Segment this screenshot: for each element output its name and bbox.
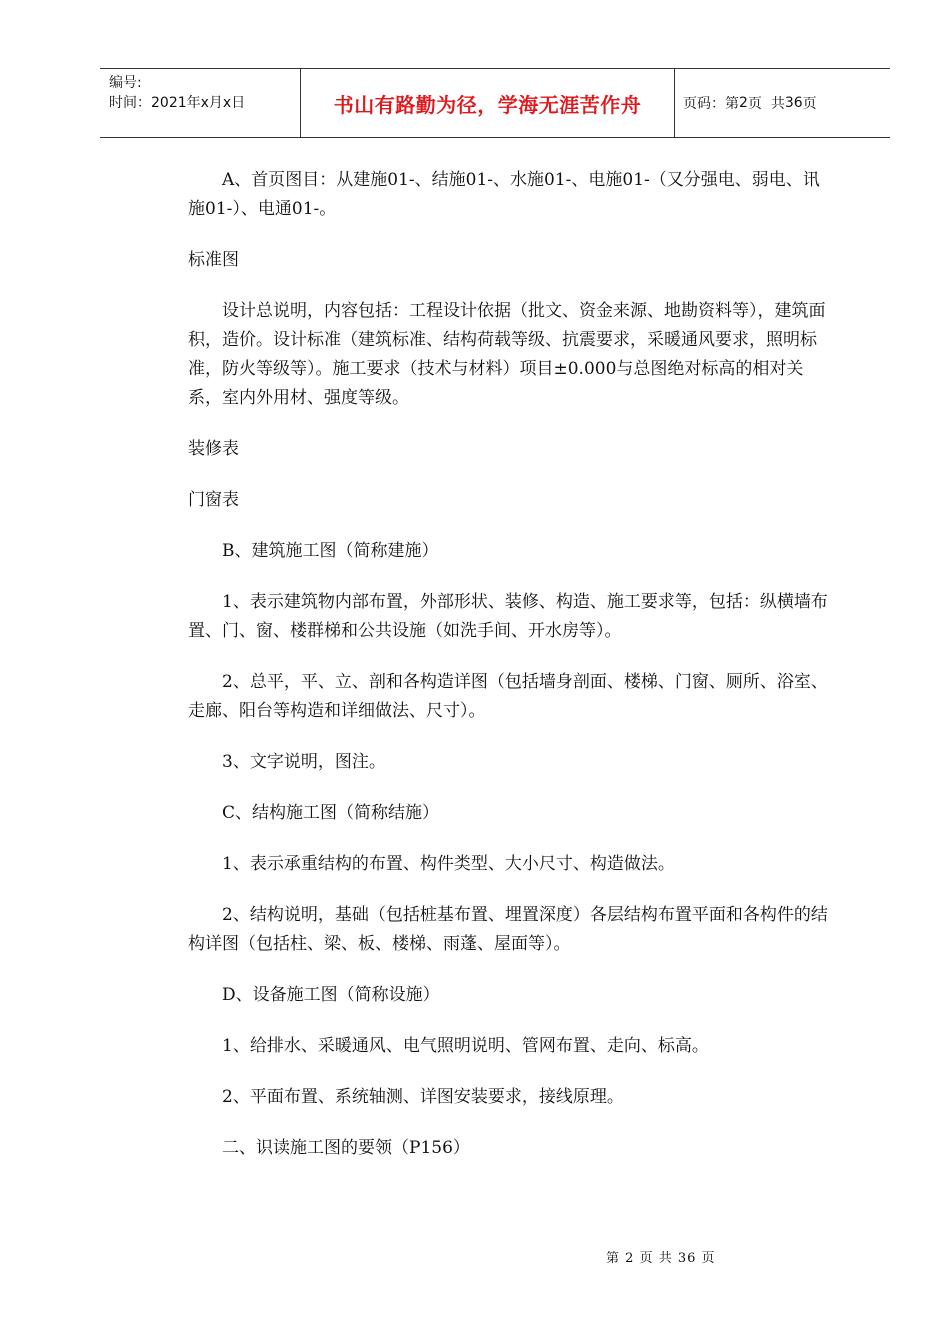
footer-prefix: 第 [606, 1251, 621, 1266]
paragraph-b1: 1、表示建筑物内部布置，外部形状、装修、构造、施工要求等，包括：纵横墙布置、门、窗、楼群梯和公共设施（如洗手间、开水房等）。 [188, 592, 828, 641]
header-motto-cell [301, 69, 675, 137]
page-header [100, 68, 890, 138]
heading-door-window-schedule: 门窗表 [188, 490, 239, 510]
section-b-heading: B、建筑施工图（简称建施） [222, 541, 439, 561]
header-page-info [675, 69, 890, 137]
paragraph-design-notes: 设计总说明，内容包括：工程设计依据（批文、资金来源、地勘资料等），建筑面积，造价。设计标准（建筑标准、结构荷载等级、抗震要求，采暖通风要求，照明标准，防火等级等）。施工要求（技术与材料）项目±0.000与总图绝对标高的相对关系，室内外用材、强度等级。 [188, 301, 826, 408]
footer-page: 2 [625, 1251, 635, 1266]
document-body [188, 166, 828, 1163]
section-d-heading: D、设备施工图（简称设施） [222, 985, 440, 1005]
heading-standard-drawings: 标准图 [188, 250, 239, 270]
page-label: 页码：第 [683, 96, 739, 112]
page-end-label: 页 [802, 96, 817, 112]
motto-text: 书山有路勤为径，学海无涯苦作舟 [333, 92, 642, 117]
page-mid-label: 页 共 [747, 96, 785, 112]
paragraph-b3: 3、文字说明，图注。 [222, 752, 386, 772]
page-footer [606, 1247, 716, 1266]
page-number: 2 [739, 95, 748, 111]
paragraph-d1: 1、给排水、采暖通风、电气照明说明、管网布置、走向、标高。 [222, 1036, 709, 1056]
page-total: 36 [784, 95, 803, 111]
paragraph-a-index: A、首页图目：从建施01-、结施01-、水施01-、电施01-（又分强电、弱电、讯施01-）、电通01-。 [188, 170, 820, 219]
paragraph-c1: 1、表示承重结构的布置、构件类型、大小尺寸、构造做法。 [222, 854, 675, 874]
number-label: 编号: [109, 75, 142, 91]
section-two-heading: 二、识读施工图的要领（P156） [222, 1138, 470, 1158]
header-meta [100, 69, 301, 137]
paragraph-d2: 2、平面布置、系统轴测、详图安装要求，接线原理。 [222, 1087, 624, 1107]
heading-finish-schedule: 装修表 [188, 439, 239, 459]
section-c-heading: C、结构施工图（简称结施） [222, 803, 440, 823]
time-label: 时间：2021年x月x日 [109, 95, 246, 111]
footer-total: 36 [677, 1251, 697, 1266]
footer-mid: 页 共 [639, 1251, 673, 1266]
paragraph-c2: 2、结构说明，基础（包括桩基布置、埋置深度）各层结构布置平面和各构件的结构详图（包括柱、梁、板、楼梯、雨蓬、屋面等）。 [188, 905, 828, 954]
footer-suffix: 页 [701, 1251, 716, 1266]
paragraph-b2: 2、总平，平、立、剖和各构造详图（包括墙身剖面、楼梯、门窗、厕所、浴室、走廊、阳台等构造和详细做法、尺寸）。 [188, 672, 828, 721]
